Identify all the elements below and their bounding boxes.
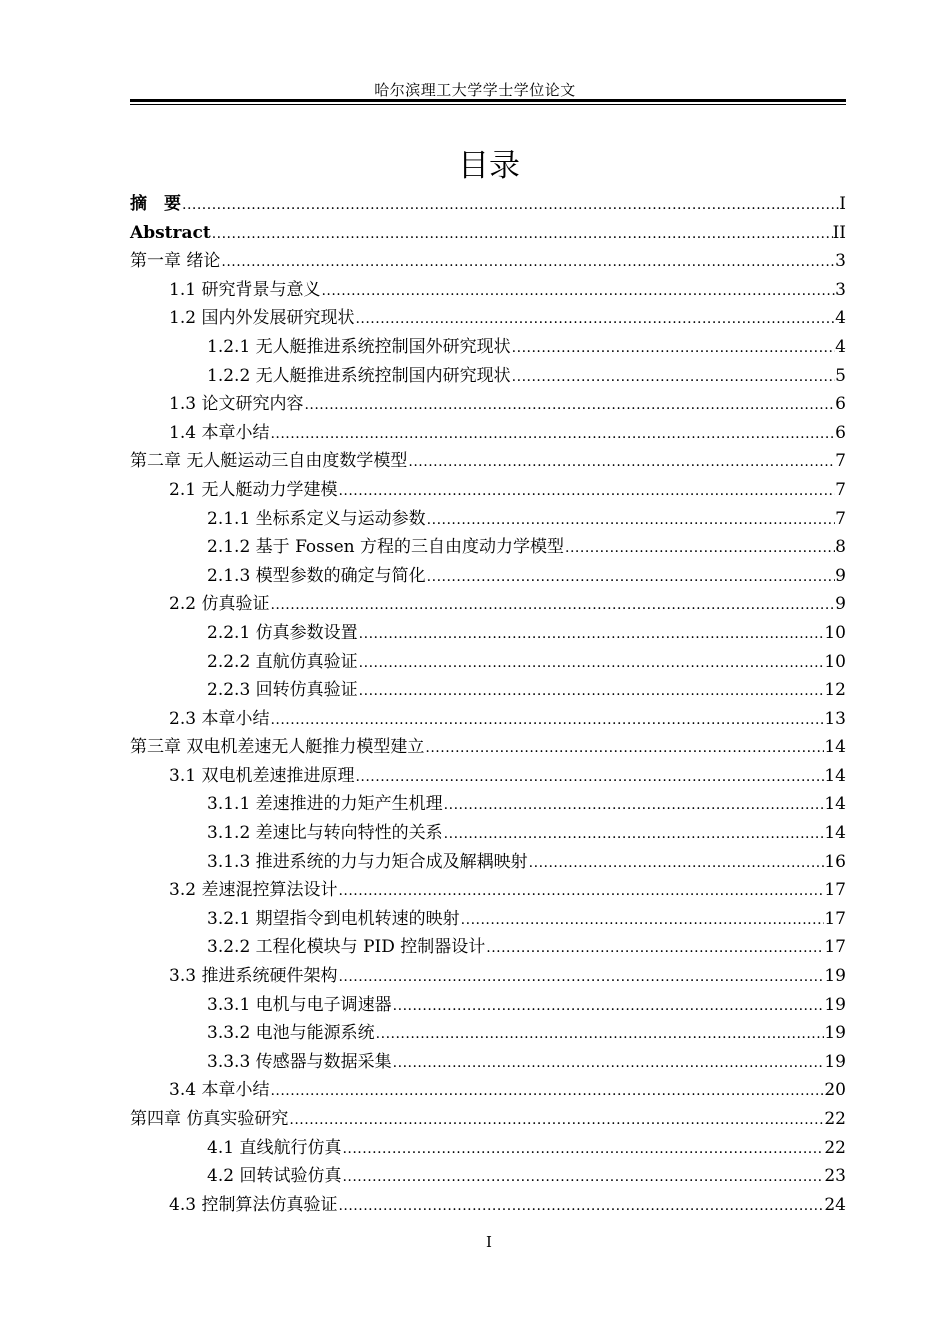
- toc-dot-leader: [460, 906, 825, 935]
- toc-dot-leader: [485, 934, 824, 963]
- toc-entry-page: 14: [824, 765, 846, 786]
- toc-entry-page: II: [832, 222, 846, 243]
- toc-entry-page: 22: [824, 1109, 846, 1129]
- toc-entry-label: Abstract: [130, 222, 211, 243]
- toc-entry[interactable]: [130, 390, 846, 419]
- toc-entry[interactable]: [130, 447, 846, 476]
- toc-entry-page: 5: [835, 365, 846, 386]
- toc-dot-leader: [426, 563, 836, 592]
- toc-entry-page: 16: [824, 851, 846, 872]
- toc-entry[interactable]: [130, 648, 846, 677]
- toc-entry[interactable]: [130, 219, 846, 248]
- toc-entry[interactable]: [130, 676, 846, 705]
- toc-dot-leader: [269, 706, 824, 735]
- toc-entry-page: 24: [824, 1194, 846, 1215]
- toc-entry-page: 7: [835, 508, 846, 529]
- toc-entry-label: 3.2 差速混控算法设计: [169, 880, 338, 901]
- toc-entry-label: 3.4 本章小结: [169, 1080, 270, 1101]
- toc-entry-page: 19: [824, 1023, 846, 1044]
- toc-entry[interactable]: [130, 962, 846, 991]
- header-rule-thick: [130, 99, 846, 102]
- toc-dot-leader: [511, 363, 836, 392]
- toc-entry-label: 1.4 本章小结: [169, 422, 270, 443]
- table-of-contents: [130, 190, 846, 1219]
- toc-entry-label: 4.3 控制算法仿真验证: [169, 1194, 338, 1215]
- toc-entry-page: 9: [835, 565, 846, 586]
- toc-dot-leader: [443, 791, 825, 820]
- toc-entry-label: 3.3.1 电机与电子调速器: [207, 994, 392, 1015]
- toc-entry-label: 摘 要: [130, 194, 181, 214]
- toc-entry-page: 4: [835, 308, 846, 329]
- toc-dot-leader: [269, 420, 835, 449]
- toc-entry[interactable]: [130, 276, 846, 305]
- toc-entry[interactable]: [130, 1162, 846, 1191]
- toc-entry[interactable]: [130, 1076, 846, 1105]
- toc-dot-leader: [269, 1077, 824, 1106]
- toc-entry-page: 17: [824, 937, 846, 958]
- toc-dot-leader: [269, 591, 835, 620]
- toc-entry-label: 3.3.2 电池与能源系统: [207, 1023, 375, 1044]
- toc-entry-label: 第四章 仿真实验研究: [130, 1109, 289, 1129]
- toc-entry-page: 7: [835, 479, 846, 500]
- toc-title: 目录: [458, 148, 520, 184]
- toc-entry-page: 3: [835, 251, 846, 272]
- toc-dot-leader: [303, 391, 835, 420]
- toc-entry-page: 23: [824, 1166, 846, 1187]
- toc-entry[interactable]: [130, 790, 846, 819]
- toc-entry[interactable]: [130, 247, 846, 276]
- running-header: 哈尔滨理工大学学士学位论文: [374, 81, 576, 99]
- toc-dot-leader: [320, 277, 835, 306]
- toc-entry-label: 3.2.1 期望指令到电机转速的映射: [207, 908, 460, 929]
- toc-entry-label: 2.1.1 坐标系定义与运动参数: [207, 508, 426, 529]
- header-rule-thin: [130, 104, 846, 105]
- toc-entry-label: 2.1.2 基于 Fossen 方程的三自由度动力学模型: [207, 537, 565, 558]
- toc-entry-label: 2.2.2 直航仿真验证: [207, 651, 358, 672]
- toc-entry-label: 1.3 论文研究内容: [169, 394, 304, 415]
- toc-entry-page: 14: [824, 794, 846, 815]
- toc-entry[interactable]: [130, 1048, 846, 1077]
- toc-entry-page: 19: [824, 966, 846, 987]
- toc-dot-leader: [407, 448, 835, 477]
- toc-entry[interactable]: [130, 1019, 846, 1048]
- toc-dot-leader: [337, 477, 835, 506]
- toc-entry[interactable]: [130, 1191, 846, 1220]
- toc-dot-leader: [341, 1163, 824, 1192]
- toc-entry[interactable]: [130, 533, 846, 562]
- toc-entry-page: 13: [824, 708, 846, 729]
- toc-entry-page: 19: [824, 994, 846, 1015]
- toc-entry-page: I: [839, 194, 846, 214]
- toc-entry[interactable]: [130, 905, 846, 934]
- toc-entry-label: 3.3.3 传感器与数据采集: [207, 1051, 392, 1072]
- toc-dot-leader: [337, 877, 824, 906]
- toc-entry[interactable]: [130, 505, 846, 534]
- toc-entry-label: 2.1.3 模型参数的确定与简化: [207, 565, 426, 586]
- toc-entry-page: 20: [824, 1080, 846, 1101]
- toc-entry-label: 2.3 本章小结: [169, 708, 270, 729]
- toc-entry-page: 10: [824, 622, 846, 643]
- toc-dot-leader: [358, 677, 825, 706]
- toc-entry-page: 12: [824, 680, 846, 701]
- toc-entry-page: 17: [824, 908, 846, 929]
- toc-dot-leader: [211, 220, 833, 249]
- toc-dot-leader: [392, 992, 825, 1021]
- toc-entry-label: 1.2.1 无人艇推进系统控制国外研究现状: [207, 336, 511, 357]
- toc-entry[interactable]: [130, 190, 846, 219]
- toc-dot-leader: [337, 1192, 824, 1221]
- toc-dot-leader: [511, 334, 836, 363]
- toc-entry[interactable]: [130, 762, 846, 791]
- toc-entry-label: 3.1.3 推进系统的力与力矩合成及解耦映射: [207, 851, 528, 872]
- toc-entry-page: 7: [835, 451, 846, 472]
- toc-entry-page: 9: [835, 594, 846, 615]
- toc-entry[interactable]: [130, 933, 846, 962]
- toc-dot-leader: [392, 1049, 825, 1078]
- toc-dot-leader: [564, 534, 835, 563]
- toc-entry[interactable]: [130, 362, 846, 391]
- toc-entry[interactable]: [130, 619, 846, 648]
- toc-entry[interactable]: [130, 848, 846, 877]
- toc-entry-page: 10: [824, 651, 846, 672]
- toc-entry-label: 3.1 双电机差速推进原理: [169, 765, 355, 786]
- toc-entry[interactable]: [130, 562, 846, 591]
- toc-entry[interactable]: [130, 304, 846, 333]
- toc-entry-page: 19: [824, 1051, 846, 1072]
- toc-entry[interactable]: [130, 476, 846, 505]
- toc-dot-leader: [528, 849, 825, 878]
- toc-entry-label: 2.2.1 仿真参数设置: [207, 622, 358, 643]
- toc-entry[interactable]: [130, 876, 846, 905]
- toc-entry[interactable]: [130, 1105, 846, 1134]
- toc-dot-leader: [358, 620, 825, 649]
- toc-entry-label: 2.2 仿真验证: [169, 594, 270, 615]
- toc-dot-leader: [426, 506, 836, 535]
- toc-entry-label: 1.2.2 无人艇推进系统控制国内研究现状: [207, 365, 511, 386]
- toc-entry-label: 2.1 无人艇动力学建模: [169, 479, 338, 500]
- toc-entry[interactable]: [130, 1134, 846, 1163]
- toc-dot-leader: [288, 1106, 824, 1135]
- toc-dot-leader: [354, 763, 824, 792]
- toc-entry-page: 8: [835, 537, 846, 558]
- toc-dot-leader: [443, 820, 825, 849]
- toc-entry-page: 4: [835, 336, 846, 357]
- toc-entry-page: 6: [835, 394, 846, 415]
- toc-entry[interactable]: [130, 819, 846, 848]
- toc-dot-leader: [424, 734, 824, 763]
- toc-entry-label: 4.2 回转试验仿真: [207, 1166, 342, 1187]
- toc-entry-page: 6: [835, 422, 846, 443]
- toc-entry-label: 第二章 无人艇运动三自由度数学模型: [130, 451, 408, 472]
- toc-entry-page: 3: [835, 279, 846, 300]
- toc-dot-leader: [375, 1020, 825, 1049]
- toc-entry-label: 1.2 国内外发展研究现状: [169, 308, 355, 329]
- toc-entry-page: 14: [824, 737, 846, 758]
- toc-entry-page: 17: [824, 880, 846, 901]
- toc-entry[interactable]: [130, 419, 846, 448]
- toc-entry-page: 22: [824, 1137, 846, 1158]
- toc-entry-label: 1.1 研究背景与意义: [169, 279, 321, 300]
- toc-entry-page: 14: [824, 823, 846, 844]
- toc-entry[interactable]: [130, 333, 846, 362]
- toc-entry[interactable]: [130, 590, 846, 619]
- toc-entry-label: 3.3 推进系统硬件架构: [169, 966, 338, 987]
- toc-dot-leader: [358, 649, 825, 678]
- toc-dot-leader: [341, 1135, 824, 1164]
- toc-entry-label: 3.1.2 差速比与转向特性的关系: [207, 823, 443, 844]
- toc-entry-label: 第一章 绪论: [130, 251, 221, 272]
- toc-dot-leader: [354, 305, 835, 334]
- toc-entry-label: 2.2.3 回转仿真验证: [207, 680, 358, 701]
- toc-entry[interactable]: [130, 991, 846, 1020]
- toc-dot-leader: [181, 191, 839, 220]
- toc-entry-label: 3.1.1 差速推进的力矩产生机理: [207, 794, 443, 815]
- toc-entry-label: 4.1 直线航行仿真: [207, 1137, 342, 1158]
- toc-entry-label: 第三章 双电机差速无人艇推力模型建立: [130, 737, 425, 758]
- toc-dot-leader: [220, 248, 835, 277]
- toc-dot-leader: [337, 963, 824, 992]
- toc-entry[interactable]: [130, 733, 846, 762]
- toc-entry[interactable]: [130, 705, 846, 734]
- footer-page-number: I: [486, 1233, 492, 1251]
- toc-entry-label: 3.2.2 工程化模块与 PID 控制器设计: [207, 937, 486, 958]
